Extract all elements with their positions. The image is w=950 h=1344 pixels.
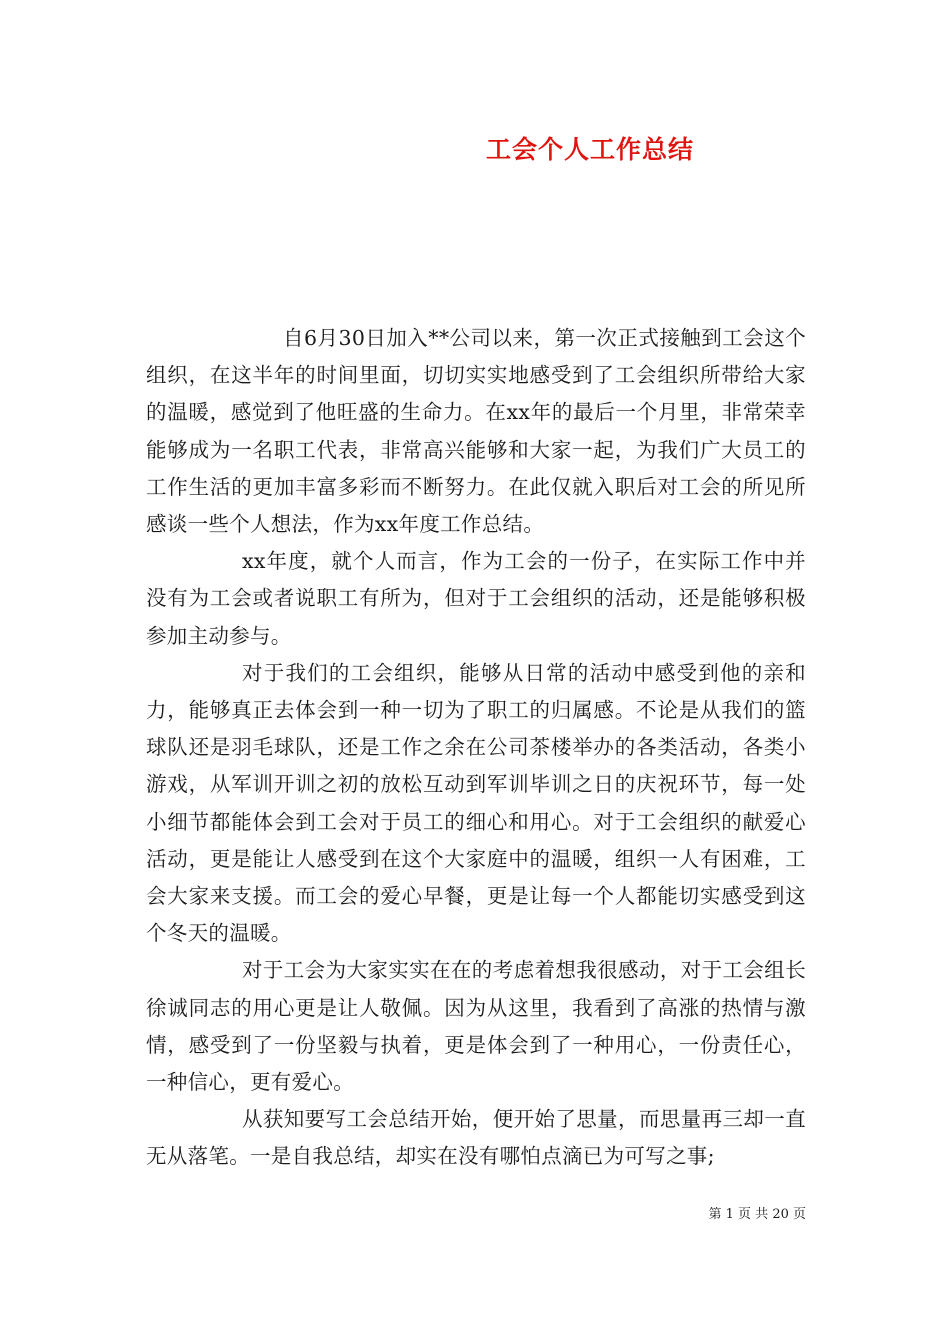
document-title: 工会个人工作总结 <box>485 135 694 164</box>
paragraph-4: 对于工会为大家实实在在的考虑着想我很感动，对于工会组长徐诚同志的用心更是让人敬佩。因为从这里，我看到了高涨的热情与激情，感受到了一份坚毅与执着，更是体会到了一种用心，一份责任心，一种信心，更有爱心。 <box>146 958 806 1095</box>
paragraph-2: xx年度，就个人而言，作为工会的一份子，在实际工作中并没有为工会或者说职工有所为，但对于工会组织的活动，还是能够积极参加主动参与。 <box>146 549 806 648</box>
paragraph-1: 自6月30日加入**公司以来，第一次正式接触到工会这个组织，在这半年的时间里面，切切实实地感受到了工会组织所带给大家的温暖，感觉到了他旺盛的生命力。在xx年的最后一个月里，非常荣幸能够成为一名职工代表，非常高兴能够和大家一起，为我们广大员工的工作生活的更加丰富多彩而不断努力。在此仅就入职后对工会的所见所感谈一些个人想法，作为xx年度工作总结。 <box>146 326 806 537</box>
paragraph-3: 对于我们的工会组织，能够从日常的活动中感受到他的亲和力，能够真正去体会到一种一切为了职工的归属感。不论是从我们的篮球队还是羽毛球队，还是工作之余在公司茶楼举办的各类活动，各类小游戏，从军训开训之初的放松互动到军训毕训之日的庆祝环节，每一处小细节都能体会到工会对于员工的细心和用心。对于工会组织的献爱心活动，更是能让人感受到在这个大家庭中的温暖，组织一人有困难，工会大家来支援。而工会的爱心早餐，更是让每一个人都能切实感受到这个冬天的温暖。 <box>146 660 806 946</box>
page-number-footer: 第 1 页 共 20 页 <box>708 1207 806 1222</box>
document-body <box>146 320 806 1176</box>
paragraph-5: 从获知要写工会总结开始，便开始了思量，而思量再三却一直无从落笔。一是自我总结，却实在没有哪怕点滴已为可写之事; <box>146 1107 806 1169</box>
